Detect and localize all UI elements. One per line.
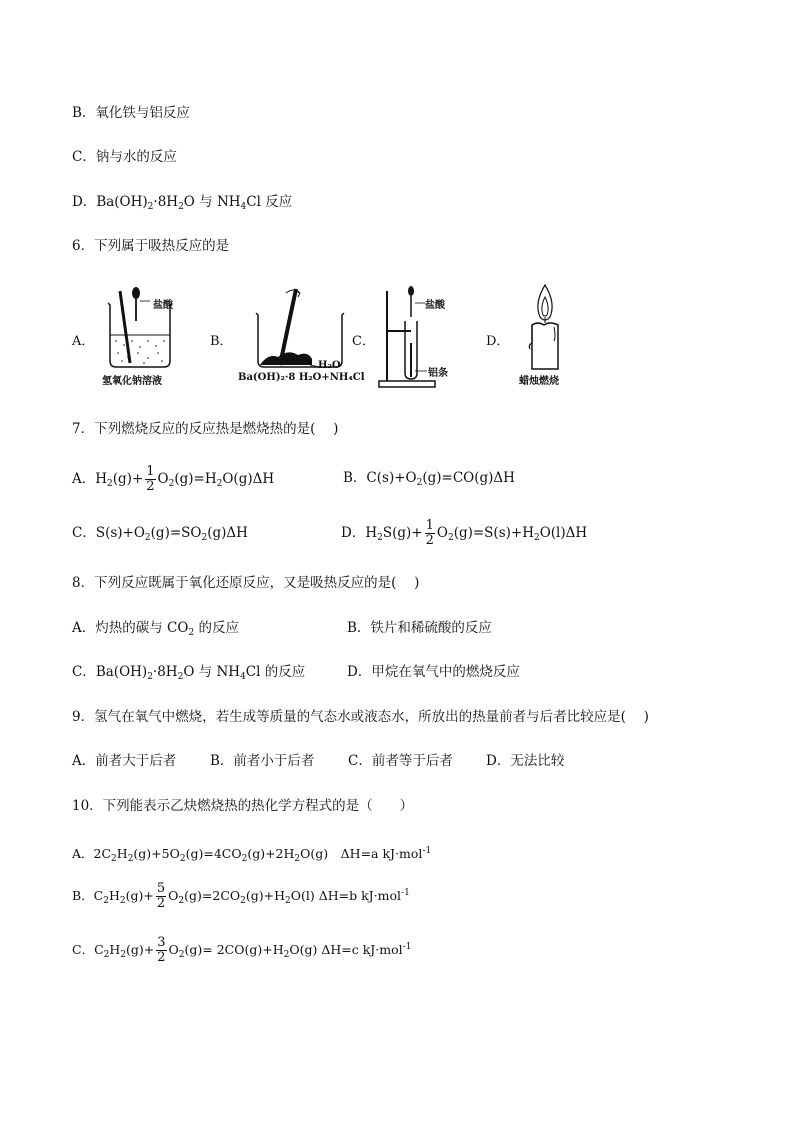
q8-stem: 8．下列反应既属于氧化还原反应，又是吸热反应的是( ) (72, 575, 420, 591)
q9-option-a: A．前者大于后者 (72, 753, 177, 769)
q6-fig-d-bottom-label: 蜡烛燃烧 (519, 376, 559, 387)
q6-label-d: D． (486, 334, 510, 349)
q9-option-c: C．前者等于后者 (348, 753, 453, 769)
q6-fig-c-top-label: 盐酸 (425, 300, 445, 311)
q10-stem: 10．下列能表示乙炔燃烧热的热化学方程式的是（ ） (72, 798, 414, 814)
q5-option-b: B．氧化铁与铝反应 (72, 105, 190, 121)
q8-option-d: D．甲烷在氧气中的燃烧反应 (347, 664, 520, 680)
q6-label-c: C． (352, 334, 375, 349)
q5-option-d: D．$Ba(OH)_2\cdot 8H_2O$ 与 $NH_4Cl$ 反应 (72, 194, 293, 212)
q9-option-b: B．前者小于后者 (210, 753, 315, 769)
q6-fig-c-bottom-label: 铝条 (428, 368, 448, 379)
q6-fig-a-bottom-label: 氢氧化钠溶液 (102, 376, 162, 387)
q7-option-b: B．$C(s)+O_2(g)=CO(g)\Delta H$ (343, 470, 515, 488)
q6-stem: 6．下列属于吸热反应的是 (72, 238, 230, 254)
q10-option-b: B．$C_2H_2(g)+$ $\frac{5}{2}$ $O_2(g)=2CO_2(g)+H_2O(l)$ ΔH=b kJ·mol$^{-1}$ (72, 881, 410, 911)
q7-option-a: A．$H_2(g)+$ $\frac{1}{2}$ $O_2(g)=H_2O(g)\Delta H$ (72, 464, 275, 494)
q7-stem: 7．下列燃烧反应的反应热是燃烧热的是( ) (72, 421, 339, 437)
beaker-stirring-figure (250, 283, 360, 373)
q7-option-d: D．$H_2S(g)+$ $\frac{1}{2}$ $O_2(g)=S(s)+H_2O(l)\Delta H$ (341, 518, 588, 548)
q5-option-c: C．钠与水的反应 (72, 149, 177, 165)
q8-option-c: C．$Ba(OH)_2\cdot 8H_2O$ 与 $NH_4Cl$ 的反应 (72, 664, 306, 682)
q9-option-d: D．无法比较 (486, 753, 565, 769)
q6-label-b: B． (210, 334, 233, 349)
q8-option-a: A．灼热的碳与 $CO_2$ 的反应 (72, 620, 239, 638)
q8-option-b: B．铁片和稀硫酸的反应 (347, 620, 492, 636)
q10-option-a: A．$2C_2H_2(g)+5O_2(g)=4CO_2(g)+2H_2O(g)$ ΔH=a kJ·mol$^{-1}$ (72, 846, 432, 864)
q9-stem: 9．氢气在氧气中燃烧，若生成等质量的气态水或液态水，所放出的热量前者与后者比较应是( ) (72, 709, 649, 725)
q6-fig-b-water-label: H₂O (318, 360, 341, 371)
q6-fig-b-bottom-label: Ba(OH)₂·8 H₂O+NH₄Cl (238, 372, 365, 383)
q6-label-a: A． (72, 334, 95, 349)
q6-fig-a-top-label: 盐酸 (153, 300, 173, 311)
q10-option-c: C．$C_2H_2(g)+$ $\frac{3}{2}$ $O_2(g)= 2CO(g)+H_2O(g)$ ΔH=c kJ·mol$^{-1}$ (72, 935, 412, 965)
candle-figure (520, 283, 570, 373)
q7-option-c: C．$S(s)+O_2(g)=SO_2(g)\Delta H$ (72, 525, 248, 543)
